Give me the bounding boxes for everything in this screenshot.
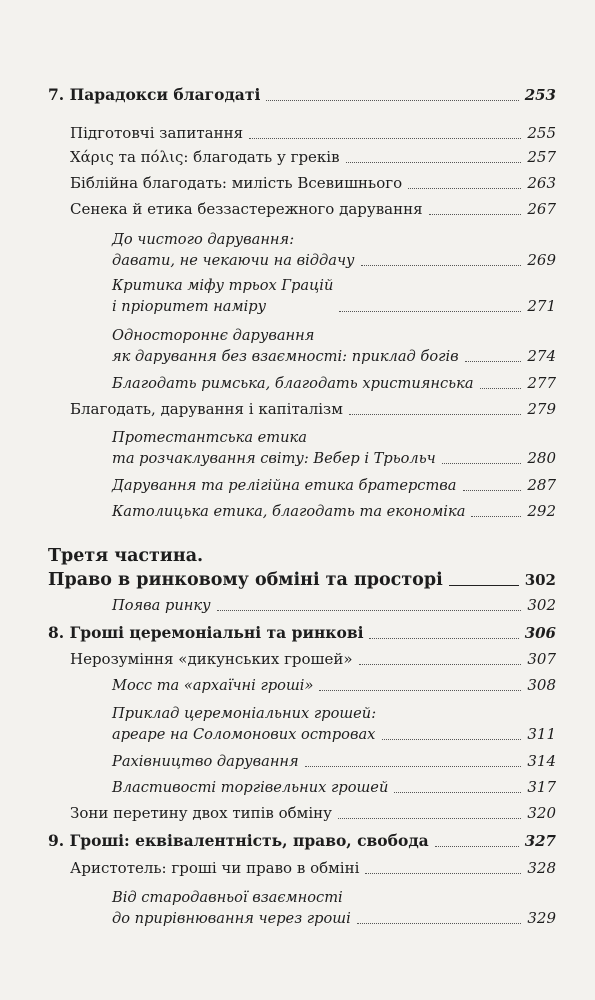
toc-entry	[112, 674, 556, 696]
dot-leader	[249, 138, 521, 139]
toc-entry-title	[112, 675, 313, 696]
dot-leader	[365, 873, 521, 874]
toc-entry	[112, 500, 556, 522]
toc-entry-title	[112, 427, 436, 469]
dot-leader	[382, 739, 521, 740]
toc-entry-title	[70, 648, 353, 670]
dot-leader	[480, 388, 522, 389]
toc-entry-page-number: 328	[527, 859, 556, 877]
dot-leader	[319, 690, 521, 691]
dot-leader	[305, 766, 522, 767]
toc-entry	[70, 802, 556, 824]
toc-entry-page-number: 306	[524, 624, 556, 642]
toc-entry-title	[70, 802, 332, 824]
toc-entry-title	[112, 887, 351, 929]
dot-leader	[408, 188, 521, 189]
toc-entry-page-number: 263	[527, 174, 556, 192]
dot-leader	[349, 414, 521, 415]
toc-entry-page-number: 302	[524, 571, 556, 589]
toc-entry	[48, 84, 556, 106]
toc-entry-title	[70, 198, 423, 220]
toc-entry	[70, 146, 556, 168]
toc-entry	[48, 830, 556, 852]
toc-entry-page-number: 287	[527, 476, 556, 494]
dot-leader	[435, 846, 519, 847]
toc-entry-page-number: 302	[527, 596, 556, 614]
toc-entry-title-line: Від стародавньої взаємності	[112, 889, 343, 906]
dot-leader	[266, 100, 518, 101]
toc-entry-title-line: Благодать, дарування і капіталізм	[70, 400, 343, 418]
toc-entry-page-number: 311	[527, 725, 556, 743]
dot-leader	[465, 361, 522, 362]
toc-entry-title-line: як дарування без взаємності: приклад богів	[112, 348, 459, 365]
toc-entry-title-line: Одностороннє дарування	[112, 327, 315, 344]
dot-leader	[339, 311, 521, 312]
toc-entry-page-number: 255	[527, 124, 556, 142]
toc-entry-title-line: Мосс та «архаїчні гроші»	[112, 677, 314, 694]
toc-entry-page-number: 271	[527, 297, 556, 315]
toc-entry-title	[70, 172, 402, 194]
toc-entry-title-line: До чистого дарування:	[112, 231, 295, 248]
toc-entry-title-line: Χάρις та πόλις: благодать у греків	[70, 148, 340, 166]
toc-entry-title-line: Нерозуміння «дикунських грошей»	[70, 650, 353, 668]
toc-entry	[112, 474, 556, 496]
toc-entry	[112, 750, 556, 772]
toc-entry	[70, 648, 556, 670]
toc-entry-page-number: 320	[527, 804, 556, 822]
toc-entry-title	[112, 475, 457, 496]
toc-entry-title	[48, 830, 429, 852]
toc-entry-title	[112, 373, 474, 394]
toc-entry-title	[112, 777, 388, 798]
toc-entry-title-line: Аристотель: гроші чи право в обміні	[70, 859, 360, 877]
toc-entry-page-number: 279	[527, 400, 556, 418]
dot-leader	[471, 516, 521, 517]
toc-entry-title-line: Біблійна благодать: милість Всевишнього	[70, 174, 403, 192]
toc-entry	[70, 398, 556, 420]
toc-entry-title	[112, 325, 459, 367]
toc-entry-title-line: Зони перетину двох типів обміну	[70, 804, 332, 822]
dot-leader	[217, 610, 522, 611]
toc-entry-title-line: давати, не чекаючи на віддачу	[112, 252, 355, 269]
toc-entry-title-line: Право в ринковому обміні та просторі	[48, 570, 443, 590]
dot-leader	[449, 585, 519, 586]
toc-entry	[70, 857, 556, 879]
toc-entry	[112, 325, 556, 367]
toc-entry-title-line: Дарування та релігійна етика братерства	[112, 477, 457, 494]
dot-leader	[361, 265, 522, 266]
toc-entry-title	[70, 398, 343, 420]
dot-leader	[346, 162, 522, 163]
toc-entry	[112, 229, 556, 271]
toc-entry-title	[48, 622, 363, 644]
toc-entry-title-line: Приклад церемоніальних грошей:	[112, 705, 377, 722]
toc-entry-title	[112, 751, 299, 772]
toc-entry-page-number: 269	[527, 251, 556, 269]
dot-leader	[394, 792, 521, 793]
toc-entry-page-number: 307	[527, 650, 556, 668]
toc-entry-page-number: 308	[527, 676, 556, 694]
toc-entry-page-number: 274	[527, 347, 556, 365]
toc-entry-title	[48, 84, 260, 106]
toc-entry	[112, 776, 556, 798]
toc-entry-title-line: і пріоритет наміру	[112, 298, 267, 315]
toc-entry-title	[70, 122, 243, 144]
toc-entry	[112, 887, 556, 929]
toc-entry-title-line: до прирівнювання через гроші	[112, 910, 351, 927]
toc-entry-title-line: та розчаклування світу: Вебер і Трьольч	[112, 450, 436, 467]
toc-entry	[48, 544, 556, 592]
dot-leader	[357, 923, 522, 924]
toc-entry-title	[112, 595, 211, 616]
toc-entry-page-number: 292	[527, 502, 556, 520]
toc-entry-page-number: 329	[527, 909, 556, 927]
toc-entry-title-line: Поява ринку	[112, 597, 211, 614]
toc-entry-page-number: 267	[527, 200, 556, 218]
toc-entry-title-line: Критика міфу трьох Грацій	[112, 277, 334, 294]
toc-entry	[112, 372, 556, 394]
toc-entry-title-line: ареаре на Соломонових островах	[112, 726, 376, 743]
toc-entry-page-number: 257	[527, 148, 556, 166]
toc-entry-title-line: 9. Гроші: еквівалентність, право, свобода	[48, 831, 429, 850]
dot-leader	[369, 638, 518, 639]
toc-entry-title	[112, 501, 465, 522]
dot-leader	[359, 664, 522, 665]
toc-entry	[70, 122, 556, 144]
toc-entry-title	[70, 857, 359, 879]
toc-entry-title-line: Католицька етика, благодать та економіка	[112, 503, 466, 520]
toc-entry-title-line: Рахівництво дарування	[112, 753, 299, 770]
toc-entry	[112, 703, 556, 745]
toc-entry-title-line: Протестантська етика	[112, 429, 307, 446]
toc-entry	[112, 275, 556, 317]
dot-leader	[463, 490, 522, 491]
toc-entry	[70, 198, 556, 220]
toc-entry-title	[112, 229, 355, 271]
toc-entry-title	[48, 544, 443, 592]
toc-entry-page-number: 280	[527, 449, 556, 467]
toc-entry	[112, 427, 556, 469]
toc-entry-title-line: Третя частина.	[48, 546, 204, 566]
toc-entry-page-number: 317	[527, 778, 556, 796]
toc-entry-title	[112, 703, 376, 745]
toc-entry-title-line: Підготовчі запитання	[70, 124, 244, 142]
toc-entry-title-line: Властивості торгівельних грошей	[112, 779, 389, 796]
toc-entry-title	[70, 146, 340, 168]
toc-entry-page-number: 277	[527, 374, 556, 392]
toc-entry-page-number: 327	[524, 832, 556, 850]
toc-entry-title-line: Сенека й етика беззастережного дарування	[70, 200, 423, 218]
toc-entry-title	[112, 275, 333, 317]
toc-entry-page-number: 253	[524, 86, 556, 104]
toc-entry	[70, 172, 556, 194]
toc-entry-title-line: 8. Гроші церемоніальні та ринкові	[48, 623, 364, 642]
toc-entry-title-line: 7. Парадокси благодаті	[48, 85, 261, 104]
dot-leader	[338, 818, 521, 819]
toc-entry	[48, 622, 556, 644]
toc-entry-title-line: Благодать римська, благодать християнська	[112, 375, 474, 392]
dot-leader	[429, 214, 522, 215]
toc-entry-page-number: 314	[527, 752, 556, 770]
dot-leader	[442, 463, 522, 464]
toc-entry	[112, 594, 556, 616]
